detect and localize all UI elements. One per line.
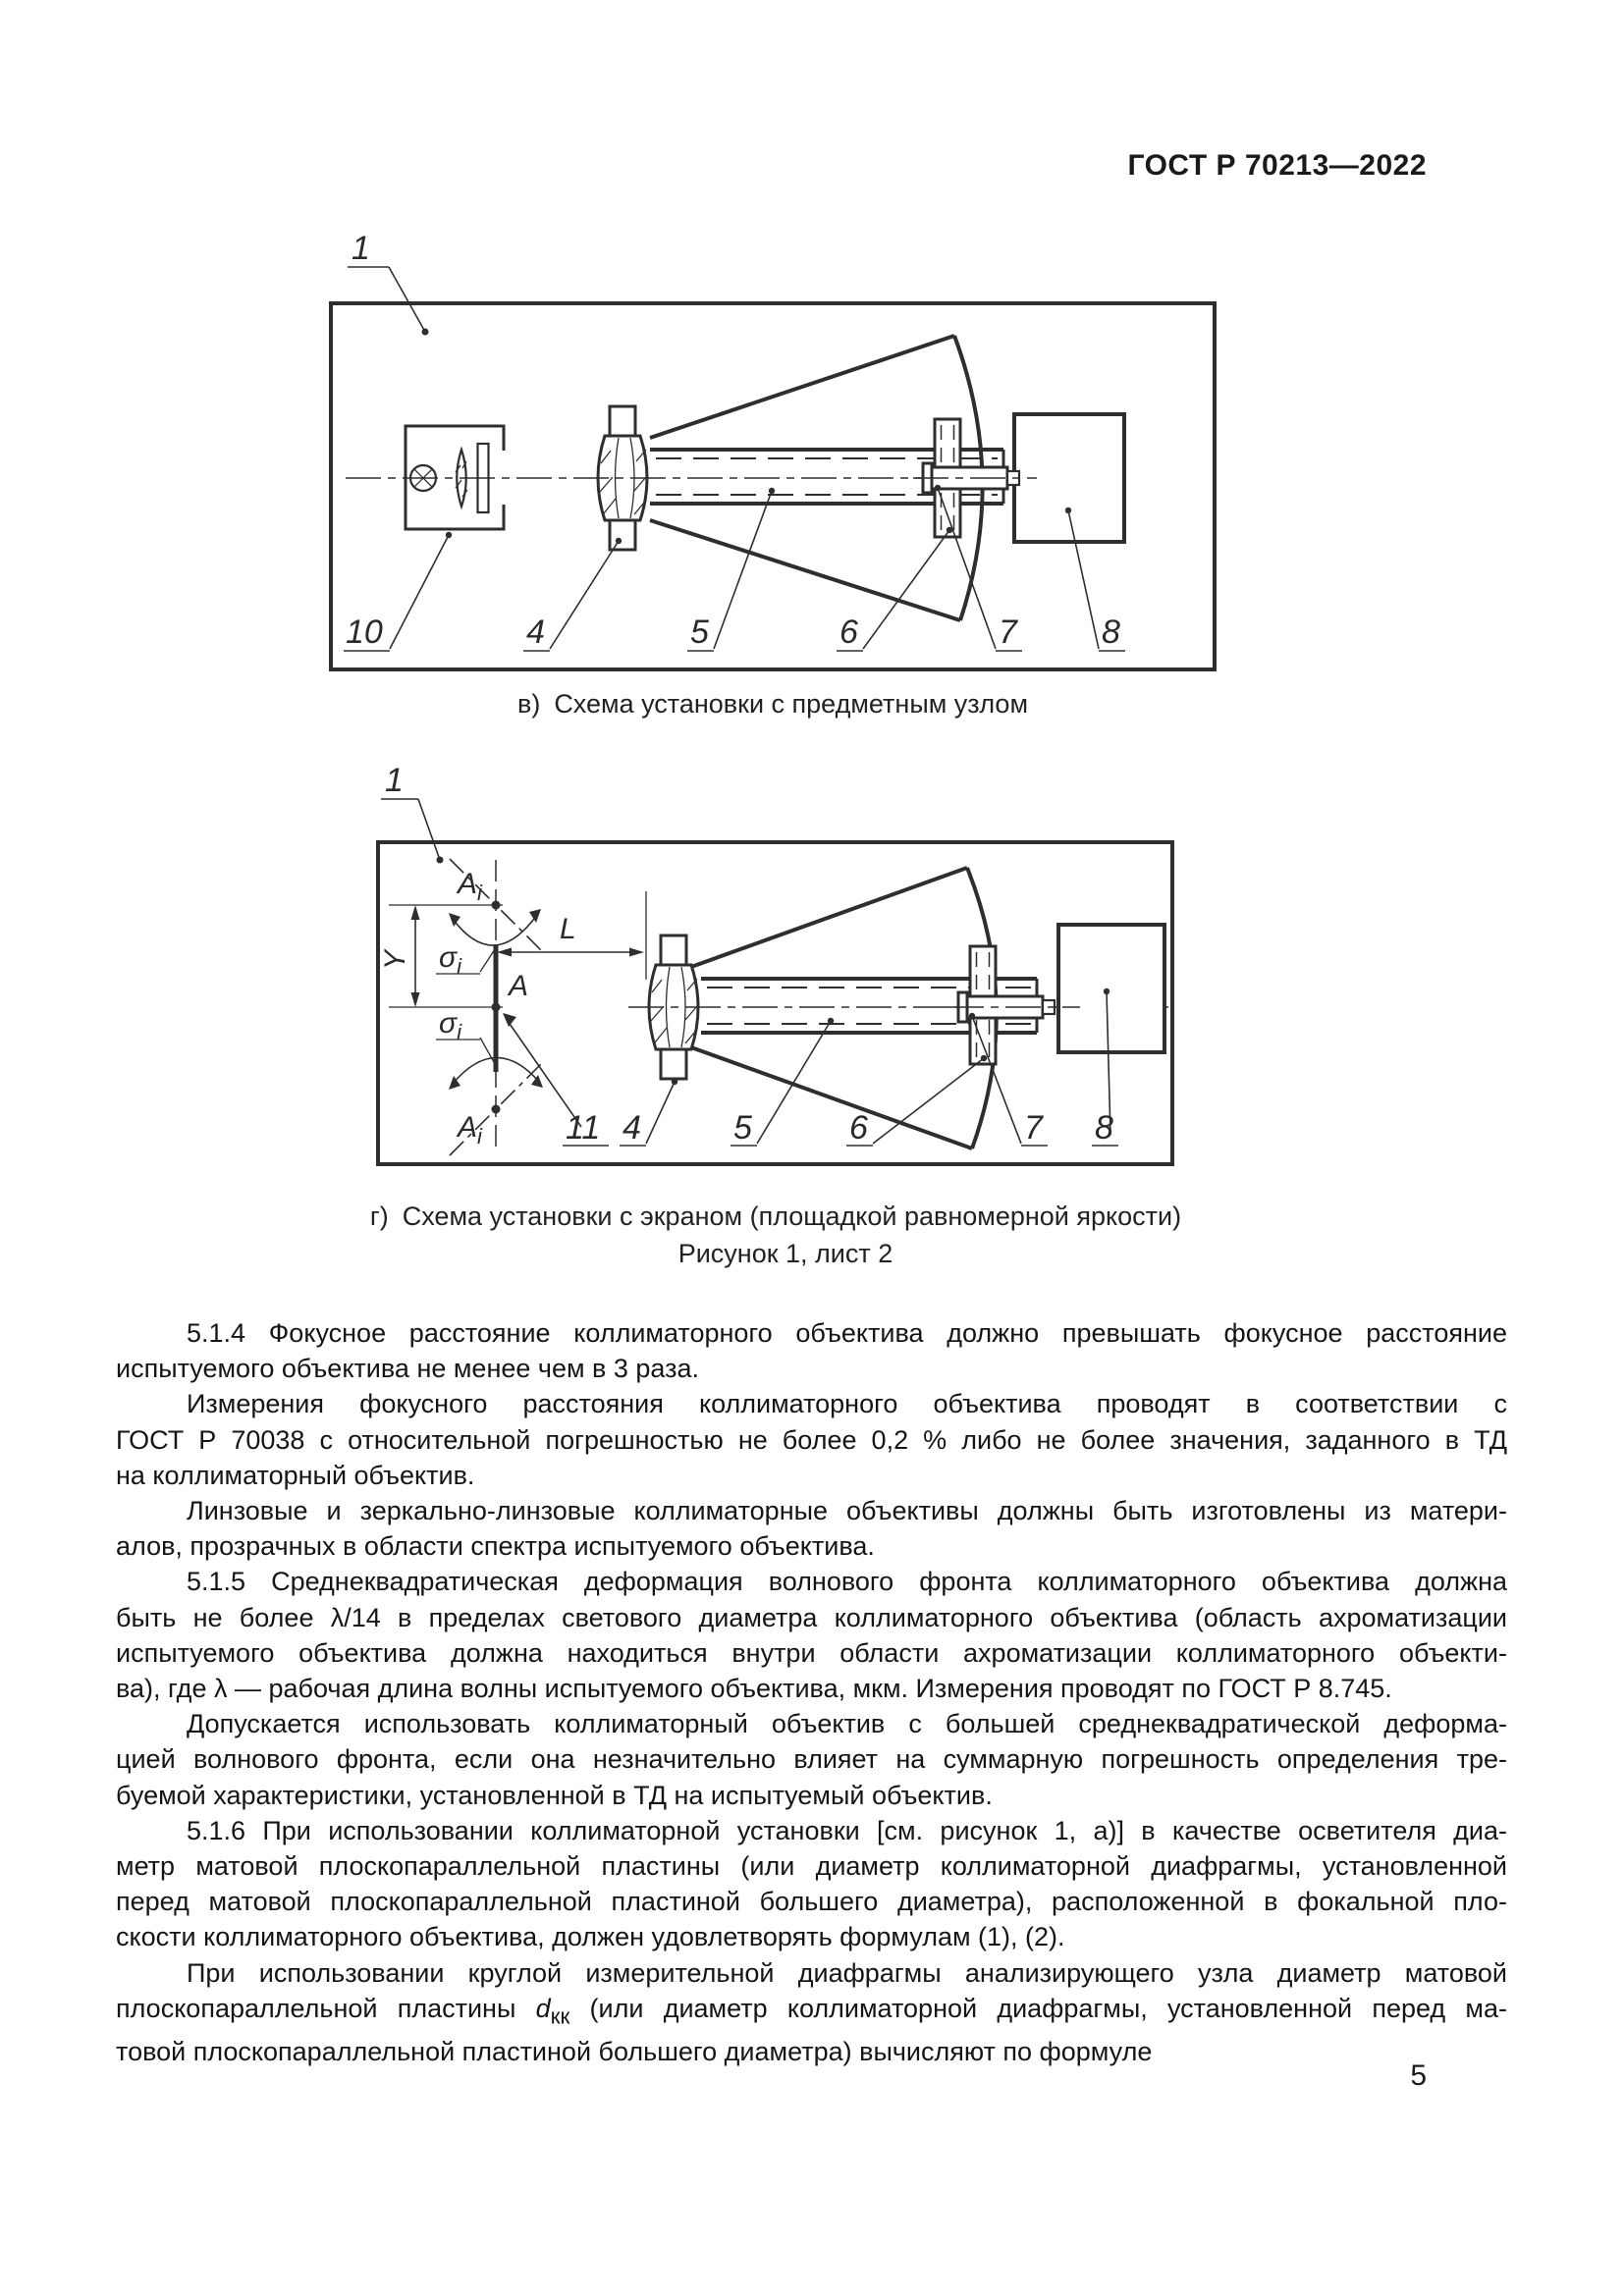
dimension-label: Y	[379, 949, 411, 970]
sigma-bottom-label	[436, 1007, 494, 1062]
text-line: 5.1.4 Фокусное расстояние коллиматорного объектива должно превышать фокусное расстояние	[187, 1318, 1507, 1348]
callout-label: 8	[1095, 1109, 1113, 1147]
dimension-label: L	[560, 913, 576, 945]
callout-1	[348, 230, 429, 336]
text-line: на коллиматорный объектив.	[116, 1460, 475, 1490]
figure-title: Рисунок 1, лист 2	[677, 1239, 893, 1268]
caption-g	[334, 1201, 1218, 1232]
a-label: A	[509, 970, 529, 1002]
text-line: При использовании круглой измерительной диафрагмы анализирующего узла диаметр матовой	[187, 1957, 1507, 1988]
running-header: ГОСТ Р 70213—2022	[1127, 149, 1427, 182]
text-line: товой плоскопараллельной пластиной большего диаметра) вычисляют по формуле	[116, 2037, 1153, 2067]
text-line: алов, прозрачных в области спектра испытуемого объектива.	[116, 1531, 875, 1562]
diagram-g-svg	[361, 754, 1190, 1178]
point-a	[492, 1003, 501, 1012]
callout-label: 6	[839, 614, 858, 651]
callout-label: 7	[999, 614, 1017, 651]
callout-label: 7	[1024, 1109, 1043, 1147]
callout-5	[687, 488, 775, 651]
callout-label: 1	[385, 762, 404, 799]
text-line: 5.1.5 Среднеквадратическая деформация волнового фронта коллиматорного объектива должна	[187, 1567, 1507, 1597]
callout-label: 6	[849, 1109, 868, 1147]
sigma-top-label	[436, 941, 497, 979]
beam-fan	[691, 868, 997, 1148]
text-line: цией волнового фронта, если она незначительно влияет на суммарную погрешность определения тре-	[116, 1744, 1507, 1775]
caption-text: Схема установки с экраном (площадкой равномерной яркости)	[402, 1201, 1182, 1231]
callout-10	[344, 532, 452, 651]
callout-label: 10	[346, 614, 383, 651]
text-line: буемой характеристики, установленной в ТД на испытуемый объектив.	[116, 1780, 993, 1810]
lens-mount-top	[610, 406, 635, 436]
diagram-v-svg	[295, 224, 1237, 685]
callout-label: 11	[566, 1109, 601, 1147]
text-line: быть не более λ/14 в пределах светового диаметра коллиматорного объектива (область ахроматизации	[116, 1602, 1507, 1632]
caption-letter: г)	[369, 1201, 389, 1231]
text-line: Линзовые и зеркально-линзовые коллиматорные объективы должны быть изготовлены из матери-	[187, 1496, 1507, 1526]
callout-4	[523, 538, 622, 651]
ai-top-label: $A_i$	[458, 868, 482, 905]
text-line: Допускается использовать коллиматорный объектив с большей среднеквадратической деформа-	[187, 1709, 1507, 1739]
svg-text:σi: $\sigma_i$	[439, 1007, 461, 1044]
caption-letter: в)	[516, 689, 541, 719]
svg-text:σi: $\sigma_i$	[439, 941, 461, 979]
text-line: ва), где λ — рабочая длина волны испытуемого объектива, мкм. Измерения проводят по ГОСТ Р 8.745.	[116, 1674, 1392, 1704]
text-line: метр матовой плоскопараллельной пластины (или диаметр коллиматорной диафрагмы, установленной	[116, 1851, 1507, 1882]
callout-label: 5	[733, 1109, 752, 1147]
text-line: испытуемого объектива не менее чем в 3 раза.	[116, 1354, 700, 1384]
callout-6	[837, 527, 952, 651]
callout-label: 8	[1102, 614, 1120, 651]
callout-label: 5	[690, 614, 709, 651]
receiver-box	[1058, 925, 1164, 1052]
text-line: скости коллиматорного объектива, должен удовлетворять формулам (1), (2).	[116, 1922, 1065, 1952]
caption-v	[331, 689, 1215, 720]
dimension-y	[379, 905, 420, 1007]
page-number: 5	[1410, 2059, 1427, 2092]
text-line: плоскопараллельной пластины $d_{кк}$ (или диаметр коллиматорной диафрагмы, установленной перед ма-	[116, 1993, 1507, 2029]
angle-arc-top	[449, 909, 541, 945]
callout-1	[381, 762, 444, 864]
callout-label: 4	[623, 1109, 641, 1147]
callout-6	[846, 1055, 987, 1147]
callout-label: 1	[352, 230, 370, 267]
text-line: Измерения фокусного расстояния коллиматорного объектива проводят в соответствии с	[187, 1389, 1507, 1419]
text-line: 5.1.6 При использовании коллиматорной установки [см. рисунок 1, а)] в качестве осветителя диа-	[187, 1815, 1507, 1845]
text-line: перед матовой плоскопараллельной пластиной большего диаметра), расположенной в фокальной пло-	[116, 1887, 1507, 1917]
caption-text: Схема установки с предметным узлом	[554, 689, 1029, 719]
callout-11	[503, 1013, 609, 1147]
dimension-l	[497, 891, 646, 980]
text-line: ГОСТ Р 70038 с относительной погрешностью не более 0,2 % либо не более значения, заданного в ТД	[116, 1424, 1507, 1455]
callout-label: 4	[526, 614, 545, 651]
screen-assembly	[379, 859, 646, 1155]
ai-bottom-label: $A_i$	[458, 1111, 482, 1148]
text-line: испытуемого объектива должна находиться внутри области ахроматизации коллиматорного объекти-	[116, 1637, 1507, 1668]
lens-mount-bottom	[661, 1049, 686, 1079]
callout-4	[620, 1079, 677, 1147]
lens-mount-top	[661, 935, 686, 965]
lens-mount-bottom	[610, 520, 635, 550]
body-text	[116, 1315, 1507, 2070]
